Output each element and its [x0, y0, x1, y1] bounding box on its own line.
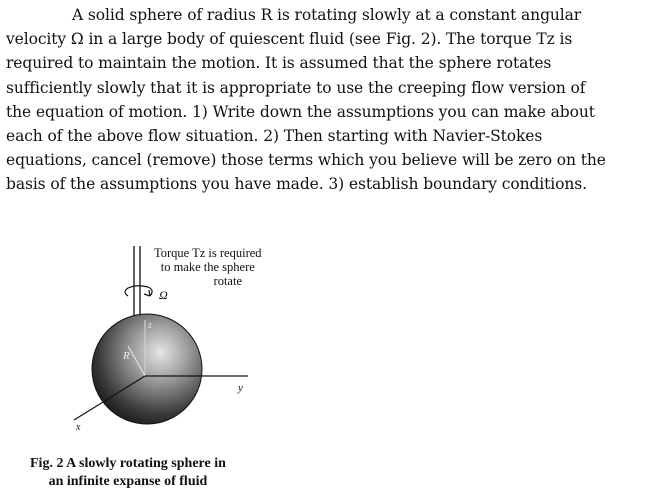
omega-label: Ω — [159, 288, 168, 302]
problem-statement — [6, 3, 646, 197]
torque-note-line: rotate — [213, 274, 242, 288]
radius-label: R — [123, 350, 130, 362]
caption-line: Fig. 2 A slowly rotating sphere in — [30, 456, 226, 471]
problem-line: sufficiently slowly that it is appropriate to use the creeping flow version of — [6, 78, 586, 97]
problem-line: velocity Ω in a large body of quiescent fluid (see Fig. 2). The torque Tz is — [6, 30, 573, 49]
torque-note — [154, 246, 262, 288]
problem-line: each of the above flow situation. 2) Then starting with Navier-Stokes — [6, 127, 543, 146]
torque-note-line: to make the sphere — [160, 260, 255, 274]
problem-line: basis of the assumptions you have made. 3) establish boundary conditions. — [6, 175, 587, 194]
problem-line: A solid sphere of radius R is rotating slowly at a constant angular — [72, 6, 582, 24]
caption-line: an infinite expanse of fluid — [48, 474, 208, 489]
rotation-arc — [125, 286, 152, 296]
torque-note-line: Torque Tz is required — [154, 246, 262, 260]
z-axis-label: z — [148, 320, 152, 331]
rotation-arrowhead — [144, 290, 150, 296]
problem-line: equations, cancel (remove) those terms which you believe will be zero on the — [6, 151, 606, 170]
figure-caption — [30, 455, 226, 491]
problem-line: the equation of motion. 1) Write down the assumptions you can make about — [6, 102, 595, 121]
y-axis-label: y — [238, 382, 243, 394]
x-axis-label: x — [76, 422, 81, 433]
rotating-sphere-figure — [60, 238, 300, 448]
problem-line: required to maintain the motion. It is assumed that the sphere rotates — [6, 54, 552, 73]
sphere — [92, 314, 202, 424]
